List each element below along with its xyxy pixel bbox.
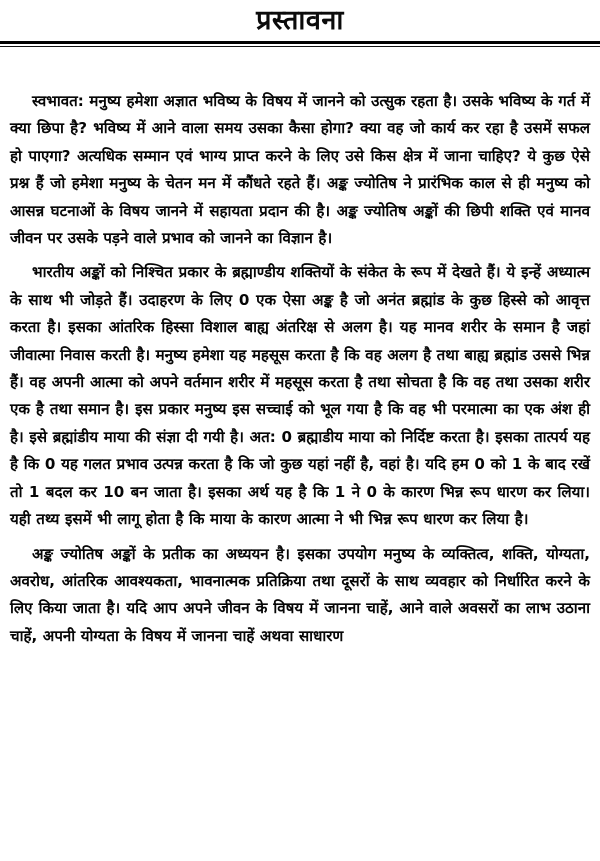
body-text-area (10, 88, 590, 657)
page-title: प्रस्तावना (256, 5, 344, 36)
paragraph-2: भारतीय अङ्कों को निश्चित प्रकार के ब्रह्माण्डीय शक्तियों के संकेत के रूप में देखते हैं। ये इन्हें अध्यात्म के साथ भी जोड़ते हैं। उदाहरण के लिए 0 एक ऐसा अङ्क है जो अनंत ब्रह्मांड के कुछ हिस्से को आवृत्त करता है। इसका आंतरिक हिस्सा विशाल बाह्य अंतरिक्ष से अलग है। यह मानव शरीर के समान है जहां जीवात्मा निवास करती है। मनुष्य हमेशा यह महसूस करता है कि वह अलग है तथा बाह्य ब्रह्मांड उससे भिन्न हैं। वह अपनी आत्मा को अपने वर्तमान शरीर में महसूस करता है तथा सोचता है कि वह तथा उसका शरीर एक है तथा समान है। इस प्रकार मनुष्य इस सच्चाई को भूल गया है कि वह भी परमात्मा का एक अंश ही है। इसे ब्रह्मांडीय माया की संज्ञा दी गयी है। अत: 0 ब्रह्माडीय माया को निर्दिष्ट करता है। इसका तात्पर्य यह है कि 0 यह गलत प्रभाव उत्पन्न करता है कि जो कुछ यहां नहीं है, वहां है। यदि हम 0 को 1 के बाद रखें तो 1 बदल कर 10 बन जाता है। इसका अर्थ यह है कि 1 ने 0 के कारण भिन्न रूप धारण कर लिया। यही तथ्य इसमें भी लागू होता है कि माया के कारण आत्मा ने भी भिन्न रूप धारण कर लिया है। (10, 263, 590, 529)
page-bottom-clip (0, 857, 600, 861)
paragraph-1: स्वभावत: मनुष्य हमेशा अज्ञात भविष्य के विषय में जानने को उत्सुक रहता है। उसके भविष्य के गर्त में क्या छिपा है? भविष्य में आने वाला समय उसका कैसा होगा? क्या वह जो कार्य कर रहा है उसमें सफल हो पाएगा? अत्यधिक सम्मान एवं भाग्य प्राप्त करने के लिए उसे किस क्षेत्र में जाना चाहिए? ये कुछ ऐसे प्रश्न हैं जो हमेशा मनुष्य के चेतन मन में कौंधते रहते हैं। अङ्क ज्योतिष ने प्रारंभिक काल से ही मनुष्य को आसन्न घटनाओं के विषय जानने में सहायता प्रदान की है। अङ्क ज्योतिष अङ्कों की छिपी शक्ति एवं मानव जीवन पर उसके पड़ने वाले प्रभाव को जानने का विज्ञान है। (10, 92, 590, 248)
title-block (0, 0, 600, 47)
title-rule-thin (0, 46, 600, 47)
paragraph-3: अङ्क ज्योतिष अङ्कों के प्रतीक का अध्ययन है। इसका उपयोग मनुष्य के व्यक्तित्व, शक्ति, योग्यता, अवरोध, आंतरिक आवश्यकता, भावनात्मक प्रतिक्रिया तथा दूसरों के साथ व्यवहार को निर्धारित करने के लिए किया जाता है। यदि आप अपने जीवन के विषय में जानना चाहें, आने वाले अवसरों का लाभ उठाना चाहें, अपनी योग्यता के विषय में जानना चाहें अथवा साधारण (10, 544, 590, 645)
